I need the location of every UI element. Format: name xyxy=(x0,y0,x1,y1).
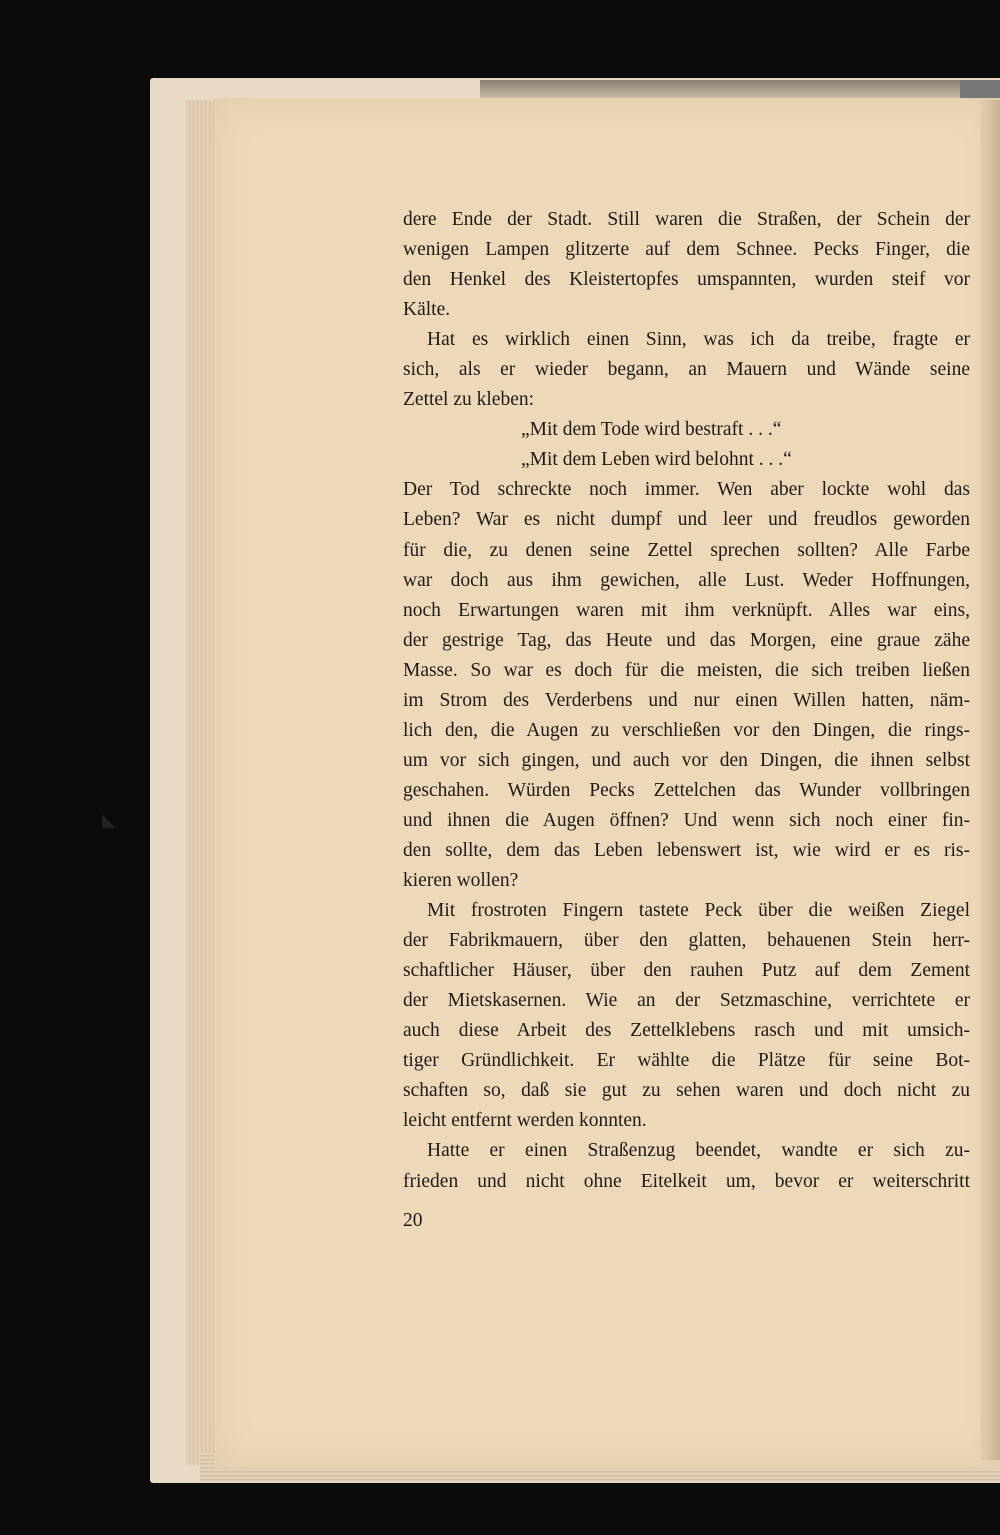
text-line: Zettel zu kleben: xyxy=(403,389,535,411)
text-line: Leben? War es nicht dumpf und leer und freudlos geworden xyxy=(403,509,970,531)
quote-line: „Mit dem Tode wird bestraft . . .“ xyxy=(521,419,782,441)
text-line: Masse. So war es doch für die meisten, die sich treiben ließen xyxy=(403,659,970,681)
text-line: tiger Gründlichkeit. Er wählte die Plätze für seine Bot- xyxy=(403,1050,970,1072)
text-line: der Fabrikmauern, über den glatten, behauenen Stein herr- xyxy=(403,930,970,952)
text-line: für die, zu denen seine Zettel sprechen sollten? Alle Farbe xyxy=(403,539,970,561)
page-text xyxy=(403,205,970,1197)
text-line: Hatte er einen Straßenzug beendet, wandte er sich zu- xyxy=(427,1140,970,1162)
text-line: sich, als er wieder begann, an Mauern und Wände seine xyxy=(403,359,970,381)
text-line: frieden und nicht ohne Eitelkeit um, bevor er weiterschritt xyxy=(403,1170,970,1192)
text-line: und ihnen die Augen öffnen? Und wenn sich noch einer fin- xyxy=(403,809,970,831)
text-line: lich den, die Augen zu verschließen vor den Dingen, die rings- xyxy=(403,719,970,741)
dust-mark: ◣ xyxy=(102,810,116,830)
text-line: Der Tod schreckte noch immer. Wen aber lockte wohl das xyxy=(403,479,970,501)
page-right-edge xyxy=(980,100,1000,1460)
text-line: im Strom des Verderbens und nur einen Willen hatten, näm- xyxy=(403,689,970,711)
text-line: schaften so, daß sie gut zu sehen waren und doch nicht zu xyxy=(403,1080,970,1102)
page-stack-left-edge xyxy=(186,100,216,1465)
text-line: Mit frostroten Fingern tastete Peck über die weißen Ziegel xyxy=(427,900,970,922)
text-line: schaftlicher Häuser, über den rauhen Putz auf dem Zement xyxy=(403,960,970,982)
page-number: 20 xyxy=(403,1210,423,1231)
text-line: dere Ende der Stadt. Still waren die Straßen, der Schein der xyxy=(403,209,970,230)
text-line: der Mietskasernen. Wie an der Setzmaschine, verrichtete er xyxy=(403,990,970,1012)
text-line: Hat es wirklich einen Sinn, was ich da treibe, fragte er xyxy=(427,329,970,351)
text-line: leicht entfernt werden konnten. xyxy=(403,1110,647,1132)
text-line: den sollte, dem das Leben lebenswert ist, wie wird er es ris- xyxy=(403,839,970,861)
text-line: kieren wollen? xyxy=(403,870,519,892)
text-line: den Henkel des Kleistertopfes umspannten, wurden steif vor xyxy=(403,269,970,291)
text-line: der gestrige Tag, das Heute und das Morgen, eine graue zähe xyxy=(403,629,970,651)
text-line: auch diese Arbeit des Zettelklebens rasch und mit umsich- xyxy=(403,1020,970,1042)
text-line: war doch aus ihm gewichen, alle Lust. Weder Hoffnungen, xyxy=(403,569,970,591)
text-line: geschahen. Würden Pecks Zettelchen das Wunder vollbringen xyxy=(403,779,970,801)
text-line: Kälte. xyxy=(403,299,451,321)
text-line: noch Erwartungen waren mit ihm verknüpft. Alles war eins, xyxy=(403,599,970,621)
text-line: um vor sich gingen, und auch vor den Dingen, die ihnen selbst xyxy=(403,749,970,771)
quote-line: „Mit dem Leben wird belohnt . . .“ xyxy=(521,449,792,471)
text-line: wenigen Lampen glitzerte auf dem Schnee. Pecks Finger, die xyxy=(403,239,970,261)
